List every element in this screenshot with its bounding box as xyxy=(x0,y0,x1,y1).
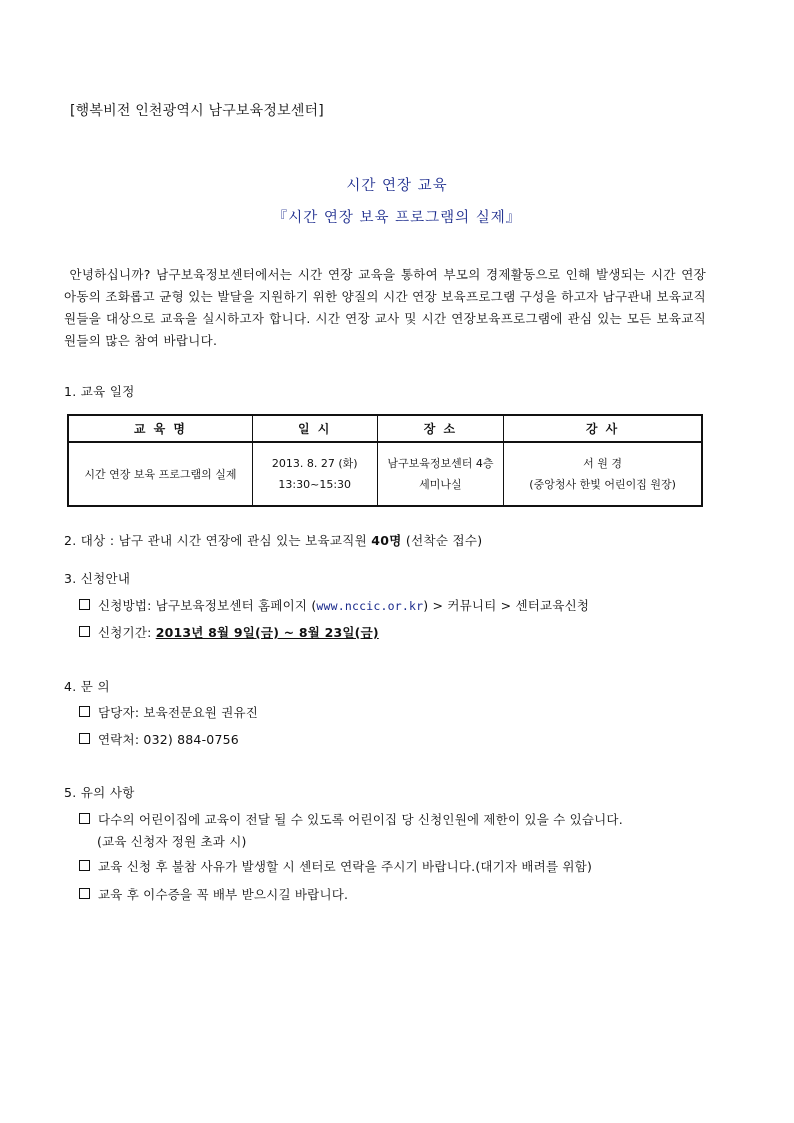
contact-person xyxy=(79,703,258,721)
schedule-table xyxy=(67,414,703,507)
document-subtitle: 『시간 연장 보육 프로그램의 실제』 xyxy=(272,210,522,226)
section-schedule-heading: 1. 교육 일정 xyxy=(64,384,135,399)
note-text: 교육 신청 후 불참 사유가 발생할 시 센터로 연락을 주시기 바랍니다.(대기자 배려를 위함) xyxy=(98,859,593,874)
note-item xyxy=(79,810,623,828)
method-suffix: ) > 커뮤니티 > 센터교육신청 xyxy=(423,598,590,613)
header-course-name: 교 육 명 xyxy=(68,415,252,442)
contact-person-text: 담당자: 보육전문요원 권유진 xyxy=(98,705,259,720)
checkbox-bullet-icon xyxy=(79,813,90,824)
intro-text: 안녕하십니까? 남구보육정보센터에서는 시간 연장 교육을 통하여 부모의 경제활동으로 인해 발생되는 시간 연장 아동의 조화롭고 균형 있는 발달을 지원하기 위한 양질의 시간 연장 보육프로그램 구성을 하고자 남구관내 보육교직원들을 대상으로 교육을 실시하고자 합니다. 시간 연장 교사 및 시간 연장보육프로그램에 관심 있는 모든 보육교직원들의 많은 참여 바랍니다. xyxy=(64,267,706,348)
header-place: 장 소 xyxy=(377,415,504,442)
cell-course-name: 시간 연장 보육 프로그램의 실제 xyxy=(68,442,252,506)
document-title: 시간 연장 교육 xyxy=(346,178,448,194)
checkbox-bullet-icon xyxy=(79,599,90,610)
cell-date-time: 13:30~15:30 xyxy=(278,478,352,491)
note-item xyxy=(79,857,592,875)
target-suffix: (선착순 접수) xyxy=(401,533,483,548)
cell-lecturer-name: 서 원 경 xyxy=(583,457,623,470)
contact-phone xyxy=(79,730,239,748)
table-row xyxy=(68,442,702,506)
target-prefix: 2. 대상 : 남구 관내 시간 연장에 관심 있는 보육교직원 xyxy=(64,533,372,548)
method-prefix: 신청방법: 남구보육정보센터 홈페이지 ( xyxy=(98,598,317,613)
intro-paragraph xyxy=(64,264,706,352)
section-application-heading: 3. 신청안내 xyxy=(64,571,131,586)
checkbox-bullet-icon xyxy=(79,733,90,744)
note-item xyxy=(79,885,348,903)
note-subtext: (교육 신청자 정원 초과 시) xyxy=(97,834,247,849)
checkbox-bullet-icon xyxy=(79,626,90,637)
cell-lecturer-role: (중앙청사 한빛 어린이집 원장) xyxy=(529,478,676,491)
homepage-link[interactable]: www.nccic.or.kr xyxy=(316,599,424,613)
target-count: 40명 xyxy=(371,533,402,548)
cell-date xyxy=(252,442,377,506)
header-lecturer: 강 사 xyxy=(504,415,702,442)
checkbox-bullet-icon xyxy=(79,706,90,717)
note-text: 교육 후 이수증을 꼭 배부 받으시길 바랍니다. xyxy=(98,887,349,902)
section-contact-heading: 4. 문 의 xyxy=(64,679,110,694)
header-date: 일 시 xyxy=(252,415,377,442)
period-value: 2013년 8월 9일(금) ~ 8월 23일(금) xyxy=(155,625,379,640)
application-method xyxy=(79,596,589,614)
section-notes-heading: 5. 유의 사항 xyxy=(64,785,135,800)
contact-phone-text: 연락처: 032) 884-0756 xyxy=(98,732,239,747)
cell-place-building: 남구보육정보센터 4층 xyxy=(387,457,494,470)
application-period xyxy=(79,623,379,641)
cell-place xyxy=(377,442,504,506)
organization-header: [행복비전 인천광역시 남구보육정보센터] xyxy=(70,103,324,119)
cell-lecturer xyxy=(504,442,702,506)
checkbox-bullet-icon xyxy=(79,888,90,899)
table-header-row xyxy=(68,415,702,442)
checkbox-bullet-icon xyxy=(79,860,90,871)
period-label: 신청기간: xyxy=(98,625,156,640)
cell-place-room: 세미나실 xyxy=(419,478,462,491)
note-text: 다수의 어린이집에 교육이 전달 될 수 있도록 어린이집 당 신청인원에 제한이 있을 수 있습니다. xyxy=(98,812,623,827)
section-target xyxy=(64,531,482,549)
cell-date-day: 2013. 8. 27 (화) xyxy=(271,457,358,470)
